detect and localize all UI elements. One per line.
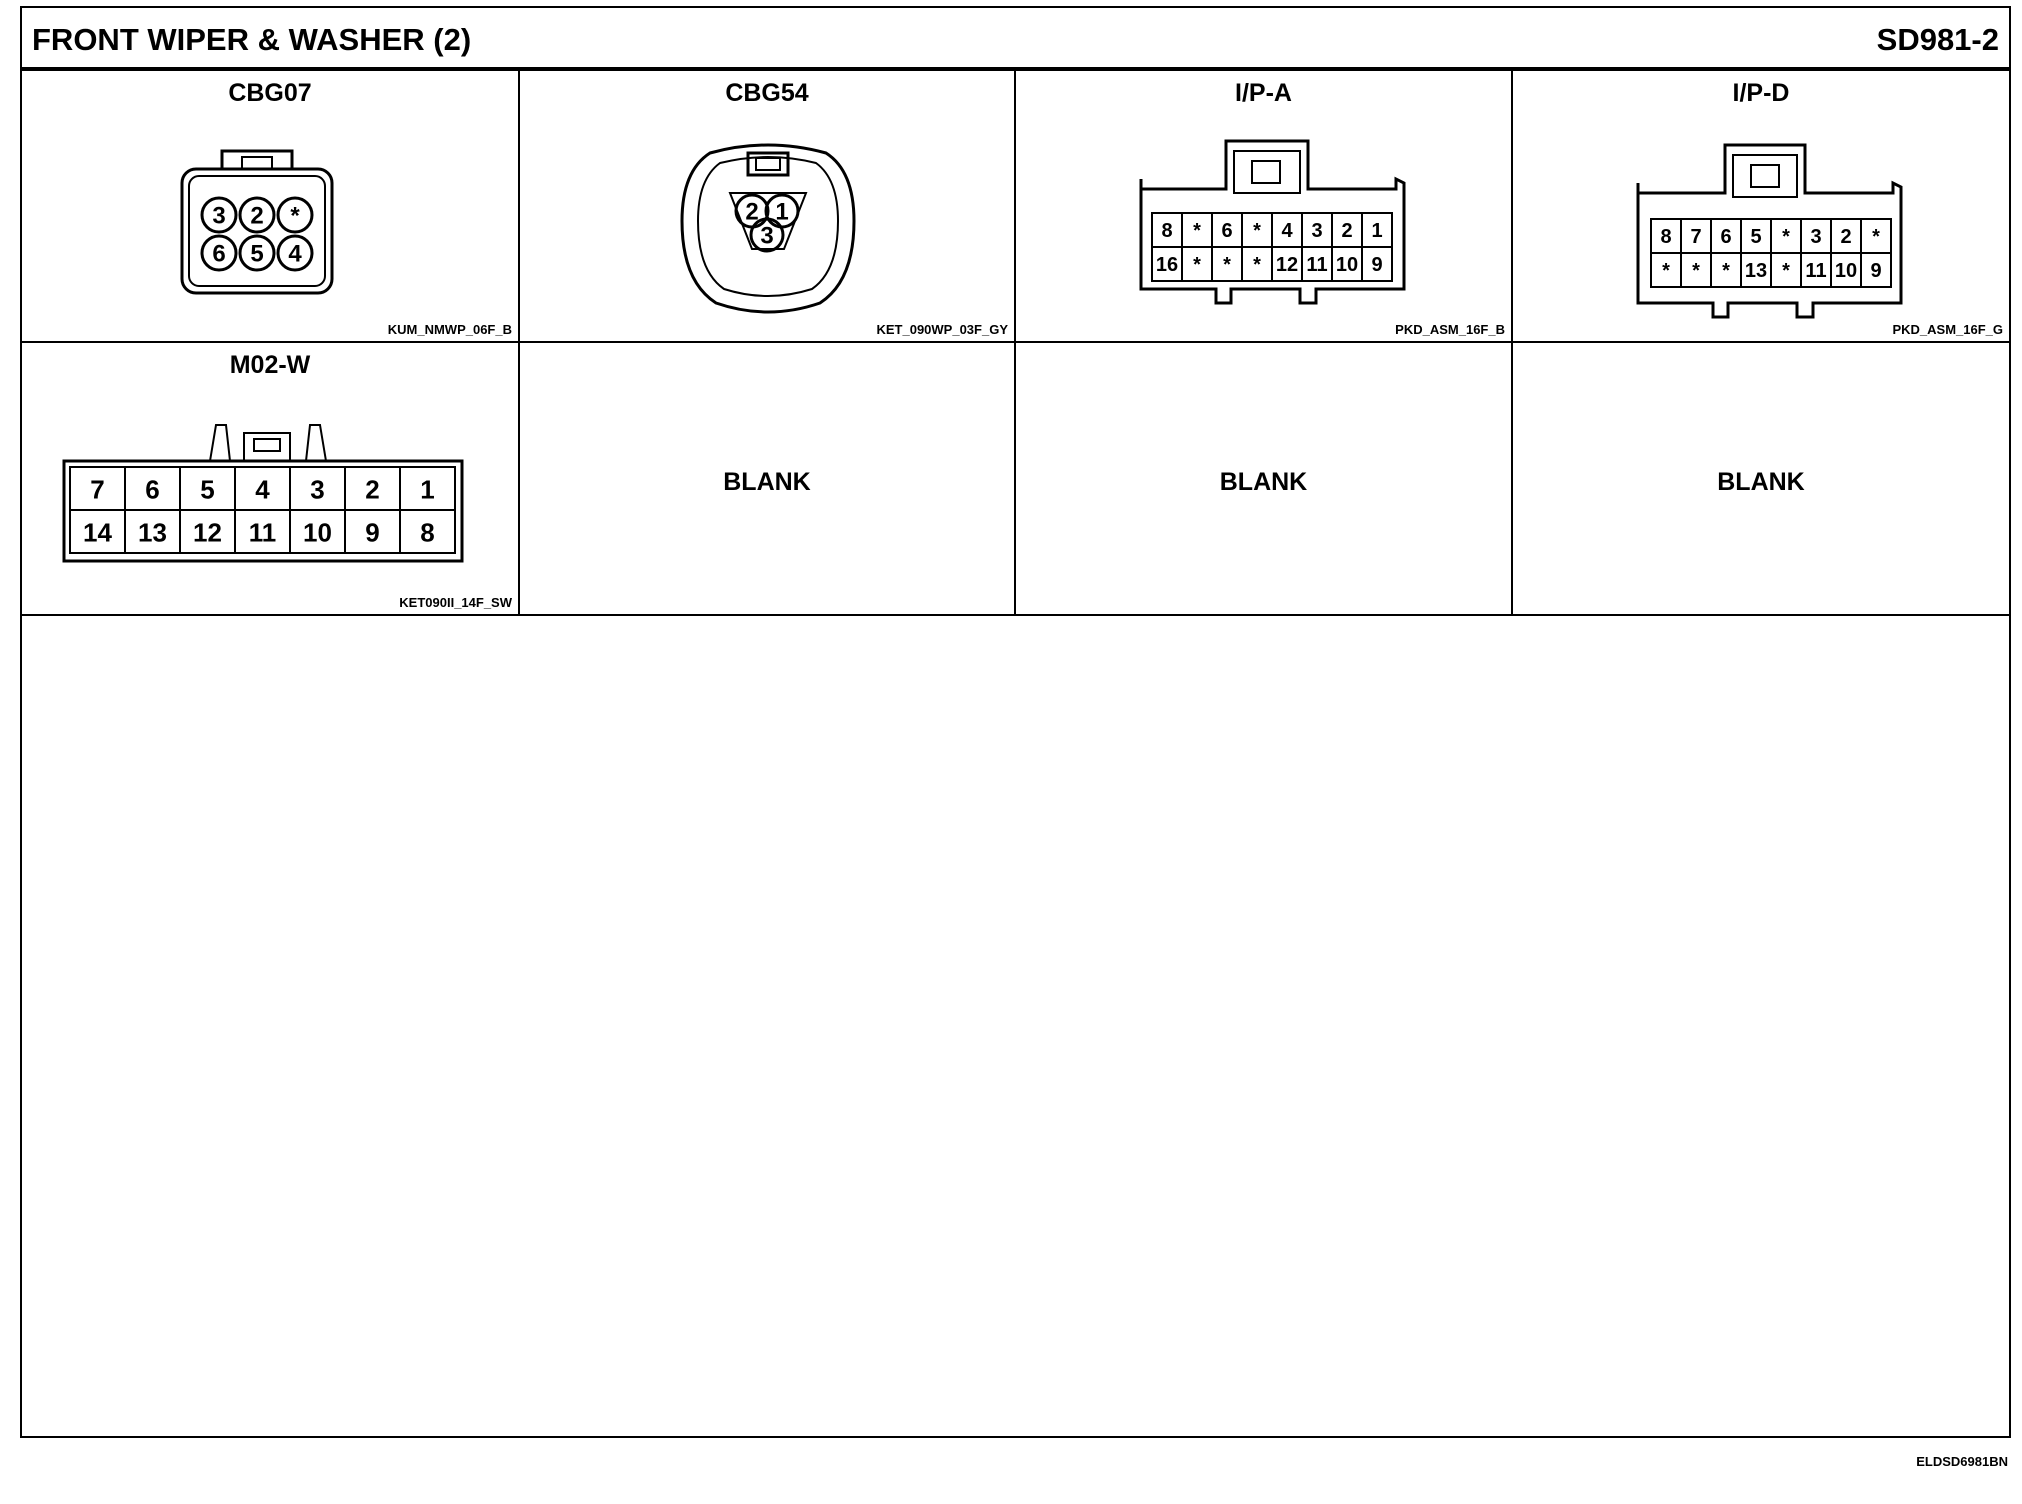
pin-label: * [1722, 260, 1730, 282]
connector-cell-cbg07 [22, 71, 520, 343]
connector-code: KUM_NMWP_06F_B [387, 322, 512, 337]
pin-label: * [1782, 260, 1790, 282]
pin-label: * [1253, 220, 1261, 242]
pin-label: 6 [145, 474, 160, 505]
pin-label: 2 [1840, 226, 1852, 248]
pin-label: * [1662, 260, 1670, 282]
connector-name: I/P-A [1235, 79, 1292, 107]
pin-label: 3 [760, 222, 774, 250]
diagram-title: FRONT WIPER & WASHER (2) [32, 22, 472, 57]
pin-label: 7 [90, 474, 105, 505]
pin-label: 11 [1306, 254, 1328, 276]
pin-label: 3 [1311, 220, 1323, 242]
pin-label: 9 [365, 517, 380, 548]
connector-cell-cbg54 [520, 71, 1016, 343]
blank-label: BLANK [723, 468, 811, 496]
pin-label: 8 [420, 517, 435, 548]
pin-label: 9 [1371, 254, 1383, 276]
pin-label: 10 [1335, 254, 1359, 276]
pin-label: * [290, 202, 300, 230]
blank-cell [1016, 343, 1513, 616]
pin-label: 4 [288, 240, 302, 268]
sheet-id: SD981-2 [1876, 22, 1999, 57]
blank-cell [1513, 343, 2009, 616]
pin-label: 5 [200, 474, 215, 505]
pin-label: 3 [212, 202, 226, 230]
pin-label: 2 [250, 202, 264, 230]
connector-code: PKD_ASM_16F_B [1395, 322, 1505, 337]
pin-label: 5 [250, 240, 264, 268]
pin-label: 8 [1161, 220, 1173, 242]
blank-label: BLANK [1717, 468, 1805, 496]
connector-code: PKD_ASM_16F_G [1892, 322, 2003, 337]
pin-label: 16 [1155, 254, 1179, 276]
pin-label: 9 [1870, 260, 1882, 282]
pin-label: 11 [248, 517, 277, 548]
connector-cell-m02-w [22, 343, 520, 616]
pin-label: 12 [1275, 254, 1299, 276]
connector-cbg07-diagram [22, 71, 520, 343]
pin-label: * [1193, 254, 1201, 276]
pin-label: 6 [1720, 226, 1732, 248]
pin-label: 1 [420, 474, 435, 505]
pin-label: 2 [1341, 220, 1353, 242]
sheet-header [22, 8, 2009, 71]
pin-label: 5 [1750, 226, 1762, 248]
connector-code: KET090II_14F_SW [399, 595, 512, 610]
blank-cell [520, 343, 1016, 616]
pin-label: 3 [310, 474, 325, 505]
pin-label: 4 [1281, 220, 1293, 242]
pin-label: 12 [193, 517, 222, 548]
pin-label: 3 [1810, 226, 1822, 248]
pin-label: 4 [255, 474, 270, 505]
pin-label: * [1223, 254, 1231, 276]
connector-name: CBG54 [725, 79, 809, 107]
connector-name: M02-W [229, 351, 311, 379]
connector-m02-w-diagram [22, 343, 520, 616]
pin-label: 1 [775, 198, 789, 226]
pin-label: 7 [1690, 226, 1702, 248]
pin-label: 11 [1805, 260, 1827, 282]
pin-label: 10 [303, 517, 332, 548]
pin-label: * [1692, 260, 1700, 282]
connector-cell-ip-d [1513, 71, 2009, 343]
connector-cell-ip-a [1016, 71, 1513, 343]
connector-name: CBG07 [228, 79, 312, 107]
connector-name: I/P-D [1732, 79, 1790, 107]
connector-ip-d-diagram [1513, 71, 2009, 343]
pin-label: * [1782, 226, 1790, 248]
pin-label: 13 [138, 517, 167, 548]
connector-cbg54-diagram [520, 71, 1016, 343]
pin-label: 13 [1744, 260, 1768, 282]
pin-label: 14 [83, 517, 112, 548]
pin-label: 6 [212, 240, 226, 268]
figure-code: ELDSD6981BN [1916, 1454, 2008, 1469]
blank-label: BLANK [1219, 468, 1308, 496]
pin-label: 2 [745, 198, 759, 226]
connector-code: KET_090WP_03F_GY [876, 322, 1008, 337]
connector-ip-a-diagram [1016, 71, 1513, 343]
pin-label: * [1253, 254, 1261, 276]
diagram-sheet [20, 6, 2011, 1438]
pin-label: 2 [365, 474, 380, 505]
pin-label: * [1193, 220, 1201, 242]
pin-label: 6 [1221, 220, 1233, 242]
pin-label: 1 [1371, 220, 1383, 242]
pin-label: * [1872, 226, 1880, 248]
pin-label: 10 [1834, 260, 1858, 282]
pin-label: 8 [1660, 226, 1672, 248]
